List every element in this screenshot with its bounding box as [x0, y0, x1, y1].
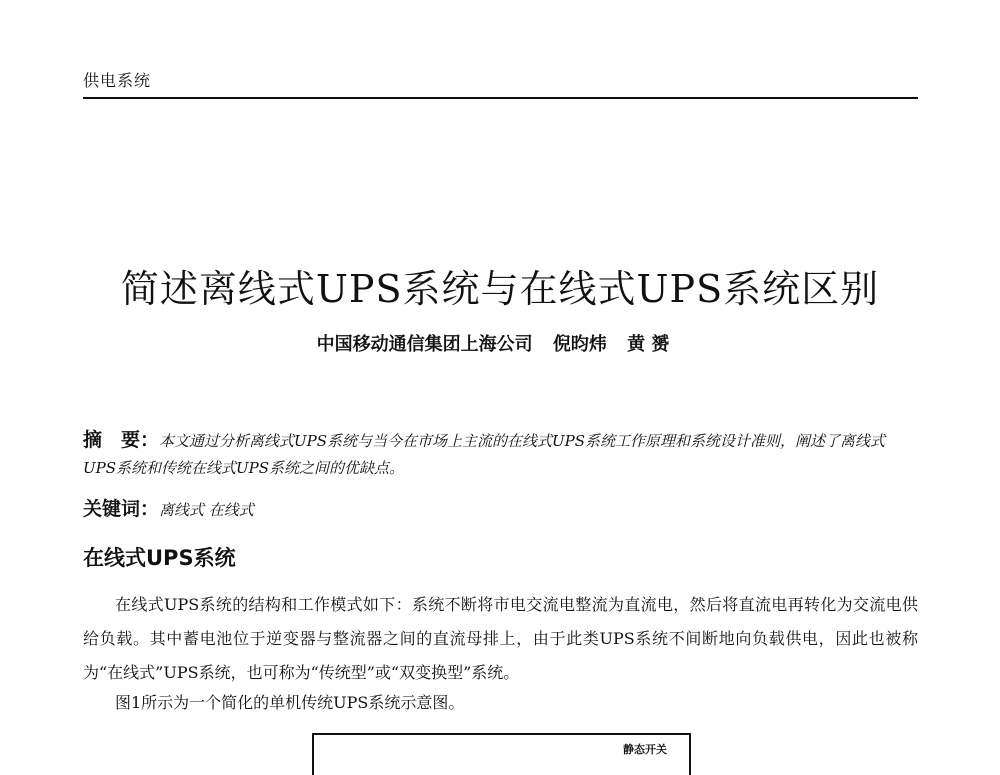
- header-rule: [83, 97, 918, 99]
- paper-title: 简述离线式UPS系统与在线式UPS系统区别: [120, 267, 880, 311]
- figure-1-frame: [312, 733, 691, 775]
- author-2: 黄 赟: [627, 334, 670, 355]
- author-1: 倪昀炜: [552, 334, 607, 355]
- abstract-text: 本文通过分析离线式UPS系统与当今在市场上主流的在线式UPS系统工作原理和系统设计准则，阐述了离线式UPS系统和传统在线式UPS系统之间的优缺点。: [83, 432, 886, 477]
- abstract-label: 摘 要：: [83, 429, 160, 451]
- body-paragraph-2: 图1所示为一个简化的单机传统UPS系统示意图。: [115, 693, 465, 712]
- section-heading: 在线式UPS系统: [83, 546, 236, 570]
- static-switch-label: 静态开关: [623, 743, 667, 756]
- author-line: [0, 330, 1000, 356]
- keywords-text: 离线式 在线式: [159, 501, 254, 519]
- affiliation: 中国移动通信集团上海公司: [316, 334, 533, 355]
- keywords-label: 关键词：: [83, 498, 160, 520]
- running-header: 供电系统: [83, 71, 152, 90]
- abstract: [83, 427, 918, 482]
- body-paragraph-1: 在线式UPS系统的结构和工作模式如下：系统不断将市电交流电整流为直流电，然后将直流电再转化为交流电供给负载。其中蓄电池位于逆变器与整流器之间的直流母排上，由于此类UPS系统不间断地向负载供电，因此也被称为“在线式”UPS系统，也可称为“传统型”或“双变换型”系统。: [83, 595, 918, 682]
- keywords: [83, 494, 918, 521]
